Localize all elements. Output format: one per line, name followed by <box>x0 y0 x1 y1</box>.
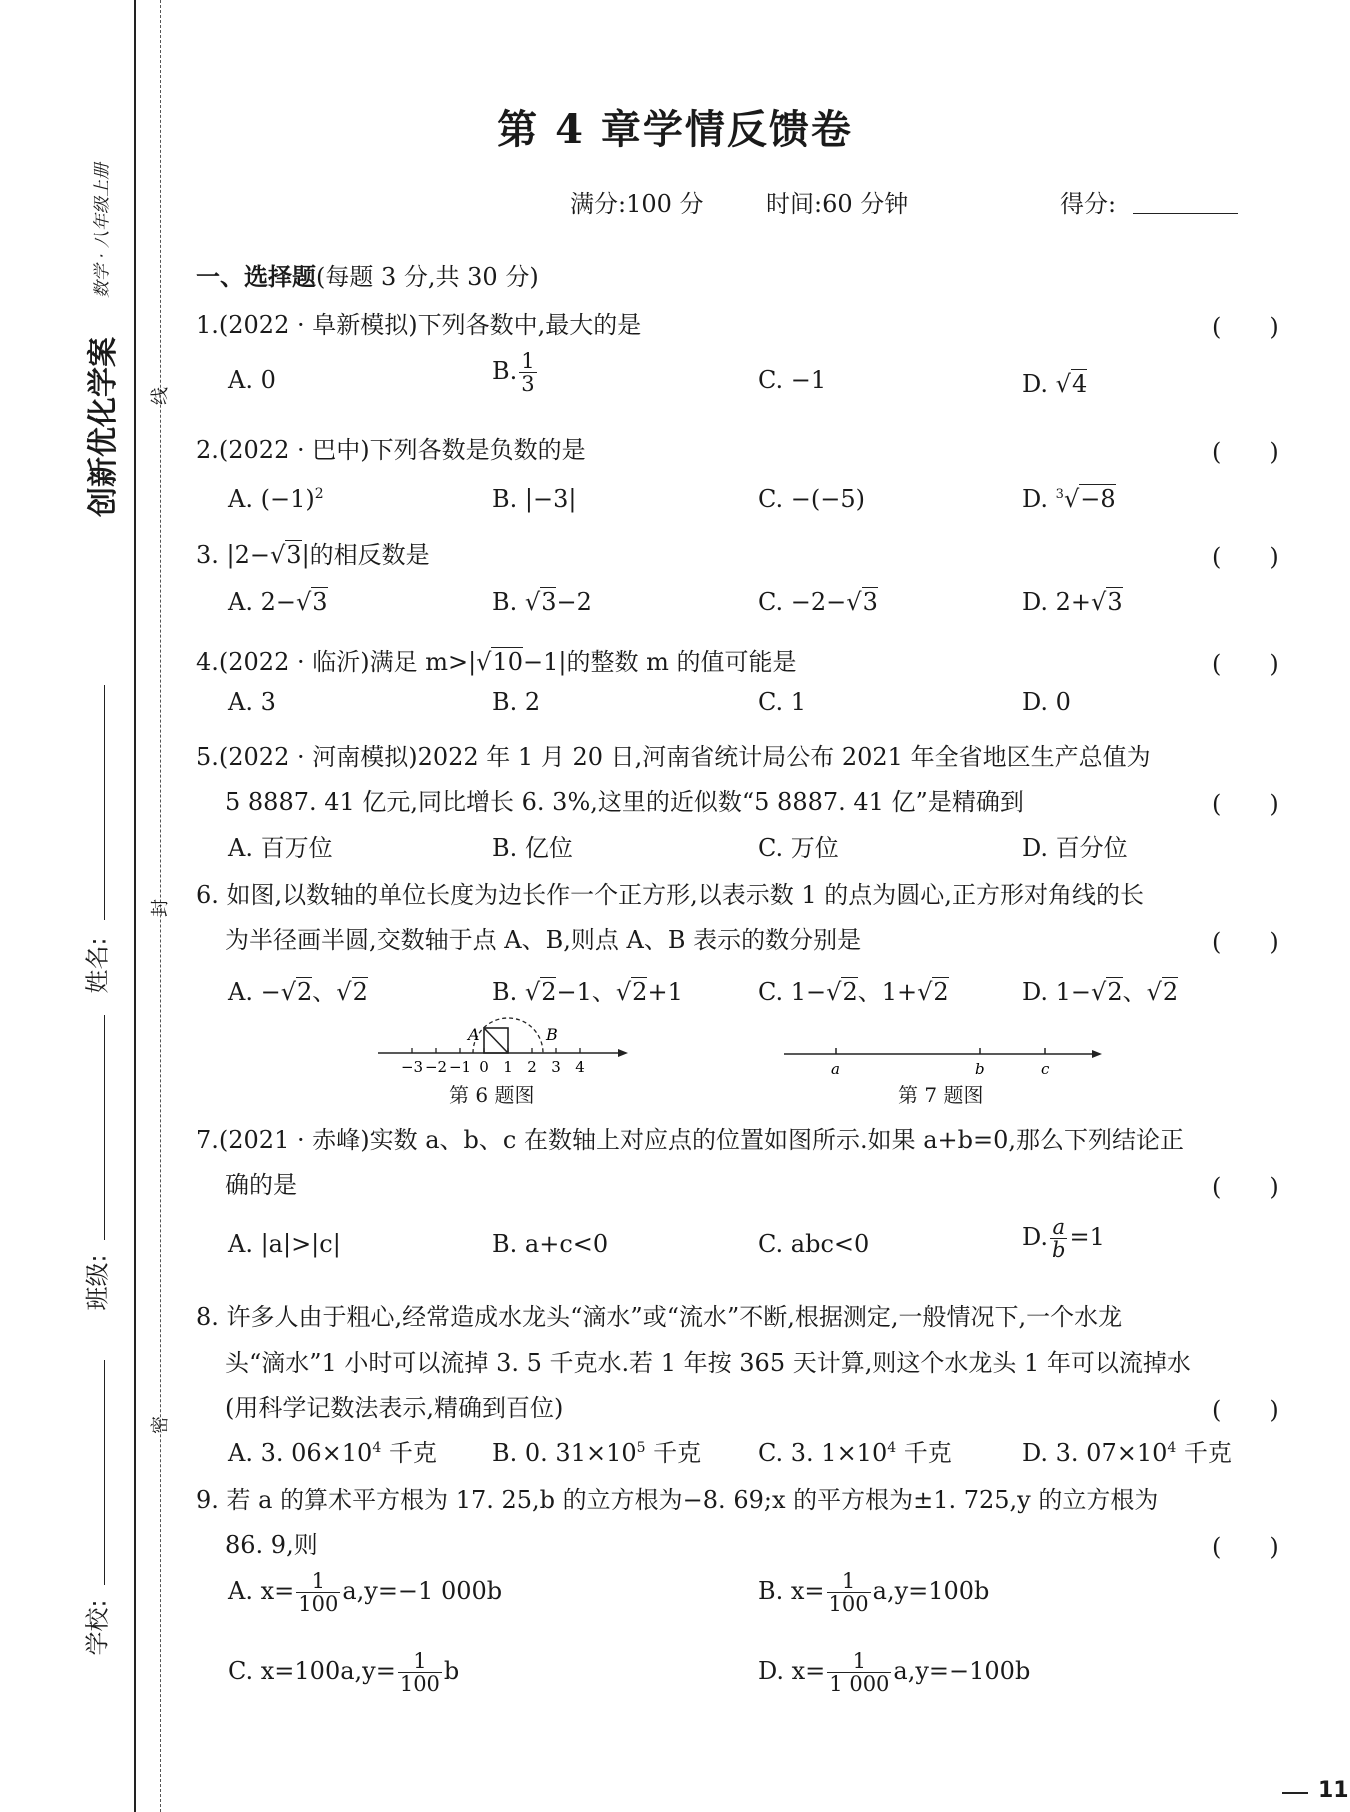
subject-label: 数学 · 八年级上册 <box>92 162 113 299</box>
name-field-line <box>104 685 105 920</box>
q8-option-d-text: D. 3. 07×10 <box>1022 1439 1168 1467</box>
numerator: 1 <box>296 1570 340 1593</box>
section-note: (每题 3 分,共 30 分) <box>316 263 539 291</box>
q7-stem-line1: 7.(2021 · 赤峰)实数 a、b、c 在数轴上对应点的位置如图所示.如果 a+b=0,那么下列结论正 <box>196 1126 1185 1154</box>
q1-option-a[interactable]: A. 0 <box>228 366 276 394</box>
q7-option-c[interactable]: C. abc<0 <box>758 1230 870 1258</box>
cut-label-seal: 封 <box>150 899 171 917</box>
q7-answer-bracket[interactable]: ( ) <box>1212 1173 1279 1201</box>
numerator: 1 <box>398 1650 442 1673</box>
q9-option-a[interactable] <box>228 1570 502 1615</box>
radicand: 3 <box>862 588 878 616</box>
q9-option-c-text: C. x=100a,y= <box>228 1657 396 1686</box>
q6-option-b-text: B. <box>492 978 525 1006</box>
fig6-tick-label: −3 <box>400 1058 424 1076</box>
fraction <box>827 1570 871 1615</box>
exponent: 4 <box>1167 1440 1177 1456</box>
q9-option-d-post: a,y=−100b <box>893 1657 1031 1686</box>
q2-option-d[interactable]: D. $^3$√−8 <box>1022 485 1116 513</box>
q1-option-d-label: D. <box>1022 370 1056 398</box>
fraction <box>296 1570 340 1615</box>
q3-option-b-text: B. <box>492 588 525 616</box>
radicand: 4 <box>1071 370 1088 398</box>
q9-stem-line2: 86. 9,则 <box>225 1531 318 1559</box>
q9-stem-line1: 9. 若 a 的算术平方根为 17. 25,b 的立方根为−8. 69;x 的平方根为±1. 725,y 的立方根为 <box>196 1486 1159 1514</box>
q4-stem: 4.(2022 · 临沂)满足 m>|√10−1|的整数 m 的值可能是 <box>196 648 797 676</box>
q8-option-c[interactable] <box>758 1433 952 1468</box>
fraction <box>1050 1216 1067 1261</box>
denominator: 100 <box>828 1592 869 1617</box>
q8-option-b-unit: 千克 <box>645 1439 702 1467</box>
fig7-label-c: c <box>1041 1060 1050 1078</box>
fig6-tick-label: 3 <box>551 1058 561 1076</box>
q9-option-b-text: B. x= <box>758 1577 825 1606</box>
q8-option-c-text: C. 3. 1×10 <box>758 1439 888 1467</box>
q7-option-d-label: D. <box>1022 1223 1049 1252</box>
q2-option-a[interactable] <box>228 485 324 513</box>
page-number-dash <box>1282 1792 1308 1794</box>
section-title: 一、选择题 <box>196 263 316 291</box>
q8-option-a[interactable] <box>228 1433 437 1468</box>
score-blank[interactable] <box>1133 213 1238 214</box>
section-heading <box>196 257 539 292</box>
q8-stem-line1: 8. 许多人由于粗心,经常造成水龙头“滴水”或“流水”不断,根据测定,一般情况下,一个水龙 <box>196 1303 1123 1331</box>
figure-6-caption: 第 6 题图 <box>449 1083 535 1107</box>
radicand: 2 <box>1162 978 1179 1006</box>
denominator: 1 000 <box>829 1672 890 1697</box>
numerator: 1 <box>521 349 535 373</box>
q3-stem-pre: 3. |2− <box>196 541 270 569</box>
full-score: 满分:100 分 <box>570 190 704 218</box>
page-number: 11 <box>1318 1778 1349 1803</box>
q4-stem-post: −1|的整数 m 的值可能是 <box>523 648 797 676</box>
q8-option-b[interactable] <box>492 1433 701 1468</box>
radicand: 10 <box>492 648 524 676</box>
radicand: 2 <box>933 978 949 1006</box>
time-limit: 时间:60 分钟 <box>766 190 909 218</box>
q6-option-a-text: A. − <box>228 978 281 1006</box>
score-label: 得分: <box>1060 190 1117 218</box>
q9-option-d-text: D. x= <box>758 1657 826 1686</box>
q9-option-a-text: A. x= <box>228 1577 295 1606</box>
q6-option-d-mid: 、 <box>1122 978 1147 1006</box>
q8-stem-line3: (用科学记数法表示,精确到百位) <box>225 1394 564 1422</box>
q4-option-c[interactable]: C. 1 <box>758 688 807 716</box>
q6-option-c[interactable]: C. 1−√2、1+√2 <box>758 978 949 1006</box>
q5-stem-line1: 5.(2022 · 河南模拟)2022 年 1 月 20 日,河南省统计局公布 2021 年全省地区生产总值为 <box>196 743 1151 771</box>
q7-option-b[interactable]: B. a+c<0 <box>492 1230 609 1258</box>
q5-stem-line2: 5 8887. 41 亿元,同比增长 6. 3%,这里的近似数“5 8887. 41 亿”是精确到 <box>225 788 1024 816</box>
exponent: 2 <box>314 486 324 502</box>
figure-7-caption: 第 7 题图 <box>898 1083 984 1107</box>
numerator: a <box>1050 1216 1067 1239</box>
q6-stem-line2: 为半径画半圆,交数轴于点 A、B,则点 A、B 表示的数分别是 <box>225 926 862 954</box>
radicand: 3 <box>541 588 557 616</box>
exponent: 5 <box>636 1440 646 1456</box>
fig6-tick-label: −2 <box>424 1058 448 1076</box>
radicand: 2 <box>842 978 858 1006</box>
q6-option-b[interactable]: B. √2−1、√2+1 <box>492 978 683 1006</box>
diagonal <box>484 1028 508 1053</box>
q3-option-a-text: A. 2− <box>228 588 296 616</box>
q3-option-b-post: −2 <box>556 588 592 616</box>
q1-option-d[interactable]: D. √4 <box>1022 370 1088 398</box>
fig6-tick-label: 2 <box>527 1058 537 1076</box>
q3-option-a[interactable]: A. 2−√3 <box>228 588 328 616</box>
q2-stem: 2.(2022 · 巴中)下列各数是负数的是 <box>196 436 586 464</box>
q6-option-a[interactable]: A. −√2、√2 <box>228 978 368 1006</box>
fig6-tick-label: 0 <box>479 1058 489 1076</box>
q3-option-d[interactable]: D. 2+√3 <box>1022 588 1123 616</box>
q9-option-c[interactable] <box>228 1650 459 1695</box>
q5-option-a[interactable]: A. 百万位 <box>228 834 333 862</box>
margin-rule <box>134 0 136 1812</box>
fig6-tick-label: 4 <box>575 1058 585 1076</box>
q9-option-a-post: a,y=−1 000b <box>342 1577 503 1606</box>
denominator: b <box>1052 1238 1066 1263</box>
q6-option-c-text: C. 1− <box>758 978 827 1006</box>
radicand: 2 <box>1107 978 1123 1006</box>
numerator: 1 <box>827 1570 871 1593</box>
q1-option-b[interactable] <box>492 350 539 395</box>
cut-label-secret: 密 <box>150 1416 171 1434</box>
fig6-tick-label: −1 <box>448 1058 472 1076</box>
q5-option-c[interactable]: C. 万位 <box>758 834 839 862</box>
q8-stem-line2: 头“滴水”1 小时可以流掉 3. 5 千克水.若 1 年按 365 天计算,则这个水龙头 1 年可以流掉水 <box>225 1349 1191 1377</box>
q8-option-c-unit: 千克 <box>896 1439 952 1467</box>
page-title: 第 4 章学情反馈卷 <box>497 106 853 153</box>
radicand: 2 <box>541 978 557 1006</box>
q9-answer-bracket[interactable]: ( ) <box>1212 1533 1279 1561</box>
q4-option-d[interactable]: D. 0 <box>1022 688 1071 716</box>
q2-answer-bracket[interactable]: ( ) <box>1212 438 1279 466</box>
q6-option-b-post: +1 <box>647 978 683 1006</box>
school-field-line <box>104 1360 105 1585</box>
root-index: 3 <box>1055 487 1064 502</box>
q8-option-a-text: A. 3. 06×10 <box>228 1439 373 1467</box>
q9-option-d[interactable] <box>758 1650 1030 1695</box>
figure-6-number-line <box>370 1010 640 1080</box>
q3-option-c-text: C. −2− <box>758 588 847 616</box>
radicand: 2 <box>352 978 368 1006</box>
q4-stem-pre: 4.(2022 · 临沂)满足 m>| <box>196 648 477 676</box>
q1-stem: 1.(2022 · 阜新模拟)下列各数中,最大的是 <box>196 311 642 339</box>
q3-option-d-text: D. 2+ <box>1022 588 1092 616</box>
q8-option-a-unit: 千克 <box>381 1439 437 1467</box>
exponent: 4 <box>372 1440 382 1456</box>
q8-answer-bracket[interactable]: ( ) <box>1212 1396 1279 1424</box>
numerator: 1 <box>827 1650 891 1673</box>
fraction <box>398 1650 442 1695</box>
q7-option-d[interactable] <box>1022 1216 1105 1261</box>
radicand: 3 <box>312 588 328 616</box>
exponent: 4 <box>887 1440 897 1456</box>
q2-option-b[interactable]: B. |−3| <box>492 485 577 513</box>
q5-option-d[interactable]: D. 百分位 <box>1022 834 1128 862</box>
q3-answer-bracket[interactable]: ( ) <box>1212 543 1279 571</box>
fraction <box>519 350 536 395</box>
q5-answer-bracket[interactable]: ( ) <box>1212 790 1279 818</box>
class-field-label: 班级: <box>83 1254 112 1311</box>
q2-option-c[interactable]: C. −(−5) <box>758 485 865 513</box>
q8-option-d-unit: 千克 <box>1176 1439 1232 1467</box>
q4-answer-bracket[interactable]: ( ) <box>1212 650 1279 678</box>
fraction <box>827 1650 891 1695</box>
q9-option-c-post: b <box>443 1657 460 1686</box>
class-field-line <box>104 1015 105 1240</box>
q3-option-b[interactable]: B. √3−2 <box>492 588 592 616</box>
q4-option-b[interactable]: B. 2 <box>492 688 541 716</box>
fig6-point-b: B <box>546 1025 558 1044</box>
q1-option-b-label: B. <box>492 357 518 386</box>
q2-option-d-label: D. <box>1022 485 1056 513</box>
fig6-tick-label: 1 <box>503 1058 513 1076</box>
q9-option-b[interactable] <box>758 1570 989 1615</box>
q6-option-d[interactable]: D. 1−√2、√2 <box>1022 978 1179 1006</box>
q6-stem-line1: 6. 如图,以数轴的单位长度为边长作一个正方形,以表示数 1 的点为圆心,正方形对角线的长 <box>196 881 1144 909</box>
q5-option-b[interactable]: B. 亿位 <box>492 834 573 862</box>
cut-label-line: 线 <box>150 387 171 405</box>
radicand: 2 <box>297 978 313 1006</box>
q6-option-a-mid: 、 <box>312 978 337 1006</box>
figure-7-number-line <box>780 1040 1110 1080</box>
name-field-label: 姓名: <box>83 937 112 994</box>
radicand: −8 <box>1080 485 1116 513</box>
q6-option-c-mid: 、1+ <box>857 978 918 1006</box>
q2-option-a-text: A. (−1) <box>228 485 315 513</box>
q3-stem: 3. |2−√3|的相反数是 <box>196 541 430 569</box>
radicand: 3 <box>286 541 302 569</box>
q8-option-b-text: B. 0. 31×10 <box>492 1439 637 1467</box>
q1-option-c[interactable]: C. −1 <box>758 366 827 394</box>
fig6-point-a: A <box>468 1025 480 1044</box>
brand-logo: 创新优化学案 <box>86 337 121 517</box>
q7-option-d-post: =1 <box>1069 1223 1105 1252</box>
q3-stem-post: |的相反数是 <box>301 541 430 569</box>
q1-answer-bracket[interactable]: ( ) <box>1212 313 1279 341</box>
radicand: 3 <box>1107 588 1123 616</box>
q8-option-d[interactable] <box>1022 1433 1232 1468</box>
school-field-label: 学校: <box>83 1599 112 1656</box>
q6-option-d-text: D. 1− <box>1022 978 1092 1006</box>
q6-option-b-mid: −1、 <box>556 978 616 1006</box>
q9-option-b-post: a,y=100b <box>872 1577 990 1606</box>
fig7-label-b: b <box>975 1060 985 1078</box>
fig7-label-a: a <box>831 1060 840 1078</box>
q4-option-a[interactable]: A. 3 <box>228 688 276 716</box>
q7-stem-line2: 确的是 <box>225 1171 297 1199</box>
denominator: 100 <box>298 1592 339 1617</box>
denominator: 100 <box>399 1672 440 1697</box>
radicand: 2 <box>632 978 648 1006</box>
denominator: 3 <box>521 372 535 397</box>
q6-answer-bracket[interactable]: ( ) <box>1212 928 1279 956</box>
q7-option-a[interactable]: A. |a|>|c| <box>228 1230 341 1258</box>
q3-option-c[interactable]: C. −2−√3 <box>758 588 878 616</box>
